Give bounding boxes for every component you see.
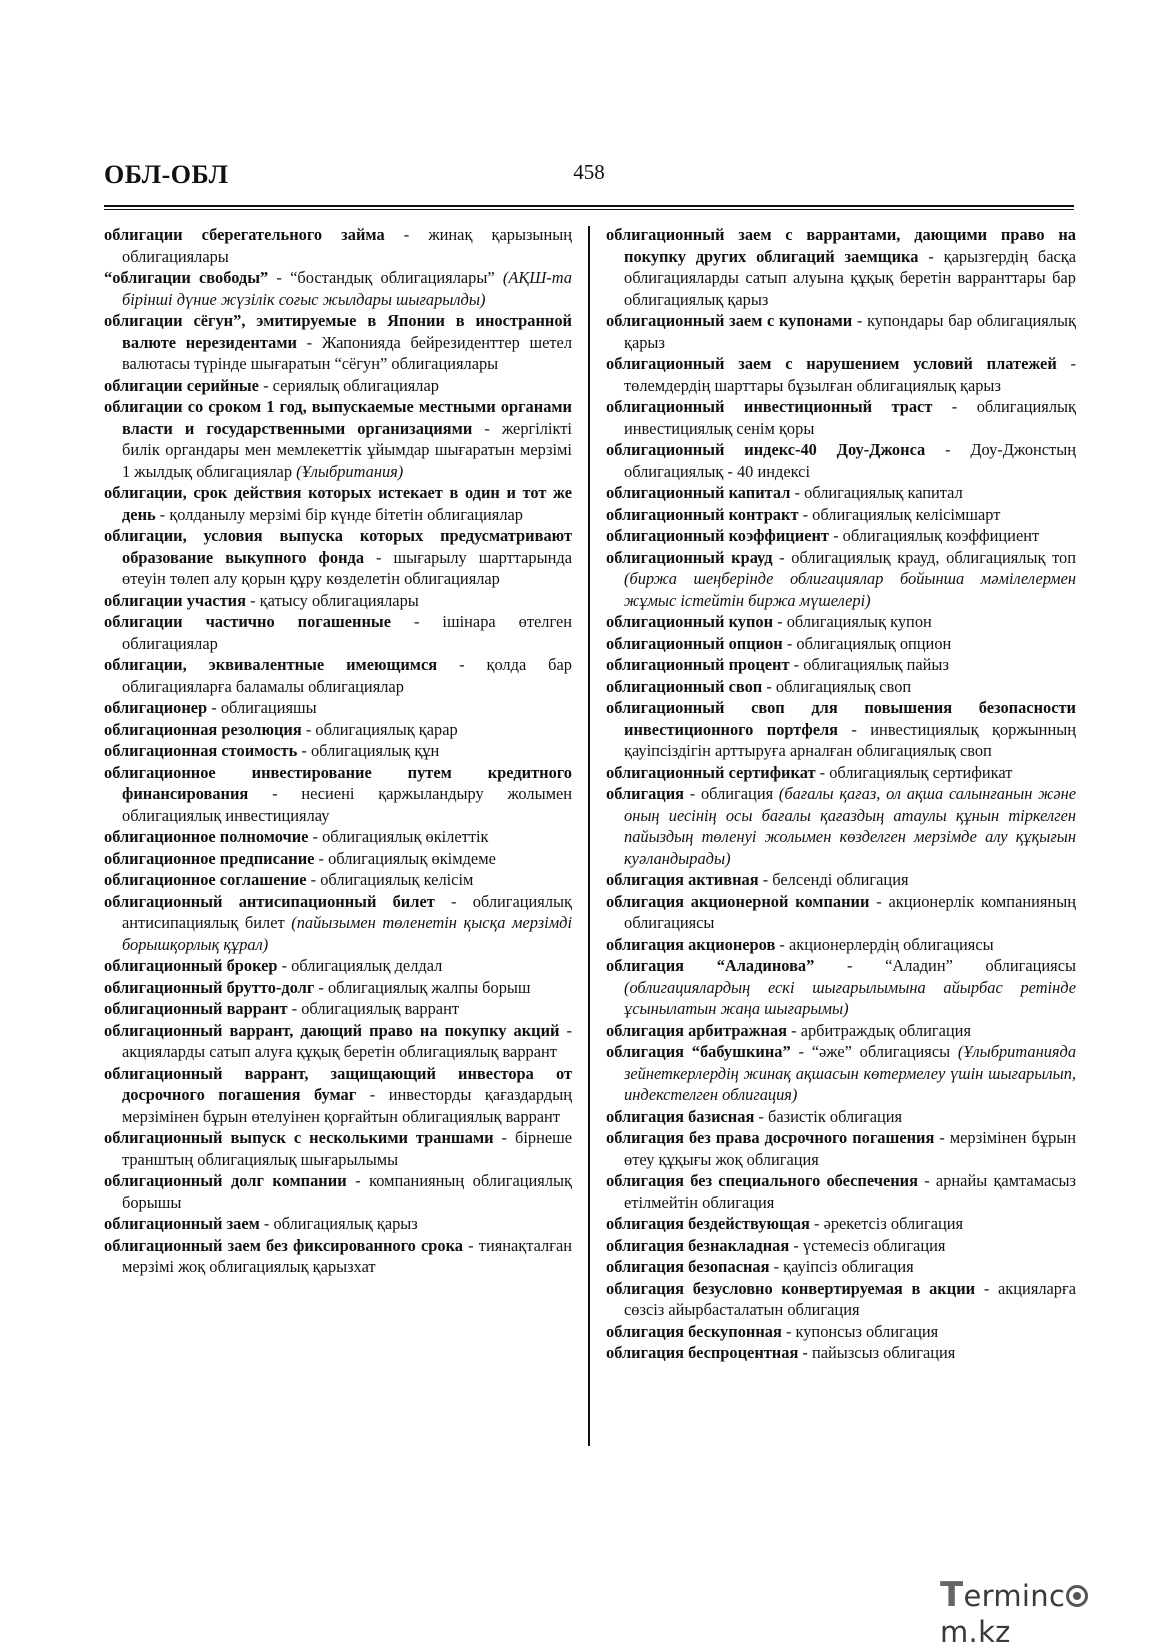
entry-separator: - (155, 504, 170, 524)
entry-term: облигационный брокер (104, 956, 278, 975)
entry-separator: - (754, 1106, 768, 1126)
entry-term: облигация беспроцентная (606, 1343, 799, 1362)
entry-separator: - (809, 1214, 824, 1233)
entry-definition: төлемдердің шарттары бұзылған облигациялық қарыз (624, 375, 1001, 395)
header-rule-thin (104, 209, 1074, 210)
dictionary-entry (606, 934, 1076, 956)
dictionary-entry (104, 1020, 572, 1063)
entry-term: облигационный купон (606, 612, 774, 631)
entry-definition: облигациялық пайыз (803, 655, 949, 674)
entry-term: облигационный варрант, защищающий инвестора от досрочного погашения бумаг (104, 1063, 572, 1104)
entry-separator: - (287, 999, 302, 1018)
entry-term: облигационный заем (104, 1214, 260, 1233)
entry-separator: - (918, 246, 944, 266)
entry-separator: - (559, 1020, 573, 1040)
entry-term: облигационное инвестирование путем кредитного финансирования (104, 762, 572, 803)
dictionary-entry (606, 654, 1076, 676)
entry-separator: - (384, 225, 429, 244)
dictionary-entry (606, 1235, 1076, 1257)
dictionary-entry (104, 762, 572, 827)
entry-separator: - (314, 977, 328, 997)
entry-definition: облигациялық өкілеттік (322, 827, 489, 846)
entry-term: “облигации свободы” (104, 268, 269, 287)
entry-separator: - (790, 1042, 812, 1061)
entry-term: облигационер (104, 698, 208, 717)
dictionary-entry (606, 1020, 1076, 1042)
dictionary-entry (104, 1170, 572, 1213)
entry-definition: облигациялық инвестициялық сенім қоры (624, 397, 1076, 438)
dictionary-entry (104, 611, 572, 654)
dictionary-entry (606, 504, 1076, 526)
entry-separator: - (769, 1257, 784, 1276)
logo-t-glyph: T (940, 1575, 964, 1615)
entry-definition: облигациялық коэффициент (842, 526, 1040, 545)
entry-separator: - (248, 784, 302, 803)
entry-separator: - (314, 848, 329, 868)
entry-definition: инвестициялық қоржынның қауіпсіздігін арттыруға арналған облигациялық своп (624, 719, 1077, 760)
entry-term: облигационный коэффициент (606, 526, 829, 545)
entry-separator: - (782, 633, 797, 653)
entry-term: облигационный варрант (104, 999, 288, 1018)
entry-separator: - (934, 1128, 950, 1147)
entry-definition: әрекетсіз облигация (823, 1214, 964, 1233)
entry-definition: облигациялық купон (786, 612, 932, 631)
entry-definition: инвесторды қағаздардың мерзімінен бұрын өтелуінен қорғайтын облигациялық варрант (122, 1085, 572, 1126)
entry-definition: облигациялық келісім (320, 870, 474, 889)
entry-term: облигационный процент (606, 655, 790, 674)
dictionary-entry (606, 955, 1076, 1020)
entry-separator: - (356, 1085, 389, 1104)
entry-definition: акционерлік компанияның облигациясы (624, 891, 1076, 932)
dictionary-entry (104, 869, 572, 891)
entry-definition: ішінара өтелген облигациялар (122, 612, 573, 653)
entry-definition: бірнеше транштың облигациялық шығарылымы (122, 1128, 573, 1169)
entry-definition: жинақ қарызының облигациялары (122, 225, 573, 266)
dictionary-entry (104, 1127, 572, 1170)
entry-definition: купондары бар облигациялық қарыз (624, 311, 1077, 352)
entry-separator: - (296, 332, 322, 352)
entry-term: облигационный своп (606, 676, 763, 696)
dictionary-entry (606, 482, 1076, 504)
dictionary-entry (606, 396, 1076, 439)
entry-definition: тиянақталған мерзімі жоқ облигациялық қарызхат (122, 1235, 572, 1276)
entry-definition: облигацияшы (220, 698, 317, 717)
entry-term: облигации серийные (104, 375, 259, 395)
entry-separator: - (932, 397, 977, 416)
dictionary-entry (104, 590, 572, 612)
entry-definition: облигациялық капитал (804, 483, 963, 502)
entry-separator: - (268, 268, 291, 287)
entry-separator: - (773, 612, 787, 631)
entry-definition: мерзімінен бұрын өтеу құқығы жоқ облигация (624, 1128, 1076, 1169)
logo-o-mark (1066, 1585, 1088, 1607)
entry-separator: - (437, 655, 487, 674)
entry-separator: - (301, 719, 316, 739)
entry-definition: облигациялық сертификат (829, 762, 1013, 782)
entry-term: облигационный крауд (606, 547, 773, 567)
dictionary-entry (606, 697, 1076, 762)
entry-term: облигационный сертификат (606, 762, 816, 782)
entry-separator: - (918, 1171, 936, 1190)
entry-definition: Жапонияда бейрезиденттер шетел валютасы түрінде шығаратын “сёгун” облигациялары (122, 332, 573, 373)
entry-separator: - (306, 870, 321, 889)
dictionary-entry (606, 353, 1076, 396)
dictionary-entry (104, 955, 572, 977)
dictionary-entry (606, 762, 1076, 784)
dictionary-entry (606, 676, 1076, 698)
dictionary-entry (104, 1235, 572, 1278)
entry-term: облигационный индекс-40 Доу-Джонса (606, 440, 926, 459)
entry-separator: - (852, 311, 868, 330)
entry-definition: үстемесіз облигация (802, 1235, 946, 1255)
entry-note: (Ұлыбританияда зейнеткерлердің жинақ ақшасын көтермелеу үшін шығарылып, индекстелген облигация) (624, 1042, 1077, 1104)
entry-term: облигации со сроком 1 год, выпускаемые местными органами власти и государственными организациями (104, 397, 572, 438)
entry-term: облигационный брутто-долг (104, 977, 315, 997)
entry-term: облигации сберегательного займа (104, 225, 385, 244)
entry-separator: - (772, 547, 792, 567)
header-rule (104, 205, 1074, 207)
dictionary-entry (104, 310, 572, 375)
entry-term: облигационный своп для повышения безопасности инвестиционного портфеля (606, 698, 1076, 739)
entry-separator: - (781, 1321, 796, 1341)
entry-separator: - (828, 526, 843, 545)
entry-separator: - (391, 612, 443, 631)
entry-definition: қолданылу мерзімі бір күнде бітетін облигациялар (169, 504, 523, 524)
dictionary-entry (104, 525, 572, 590)
entry-term: облигация акционерной компании (606, 891, 870, 911)
entry-term: облигация безопасная (606, 1257, 770, 1276)
entry-definition: арбитраждық облигация (800, 1020, 971, 1040)
entry-separator: - (758, 870, 773, 889)
entry-definition: облигациялық своп (775, 676, 912, 696)
dictionary-entry (606, 1278, 1076, 1321)
dictionary-entry (104, 654, 572, 697)
entry-definition: “Аладин” облигациясы (885, 956, 1077, 975)
entry-definition: облигациялық крауд, облигациялық топ (791, 547, 1077, 567)
entry-term: облигационная стоимость (104, 741, 298, 760)
entry-separator: - (775, 934, 789, 954)
entry-note: (АҚШ-та бірінші дүние жүзілік соғыс жылдары шығарылды) (122, 268, 572, 309)
page-header (104, 160, 1074, 200)
entry-term: облигации участия (104, 590, 246, 610)
entry-note: (пайызымен төленетін қысқа мерзімді борышқорлық құрал) (122, 913, 572, 954)
entry-separator: - (472, 418, 502, 438)
entry-separator: - (838, 719, 871, 739)
entry-definition: облигациялық опцион (796, 633, 952, 653)
entry-term: облигация “Аладинова” (606, 956, 815, 975)
dictionary-entry (104, 977, 572, 999)
entry-definition: сериялық облигациялар (272, 375, 439, 395)
entry-note: (бағалы қағаз, ол ақша салынғанын және оның иесінің осы бағалы қағаздың атаулы құнын тіркелген пайыздың төленуі жолымен көзделген мерзімде алу құқығын куәландырады) (624, 784, 1077, 868)
entry-separator: - (815, 762, 830, 782)
entry-definition: несиені қаржыландыру жолымен облигациялық инвестициялау (122, 784, 572, 825)
dictionary-entry (606, 1256, 1076, 1278)
entry-separator: - (925, 440, 971, 459)
entry-separator: - (207, 698, 221, 717)
entry-term: облигационный заем без фиксированного срока (104, 1235, 463, 1255)
entry-note: (облигациялардың ескі шығарылымына айырбас ретінде ұсынылатын жаңа шығарымы) (624, 977, 1076, 1018)
entry-definition: белсенді облигация (772, 870, 909, 889)
entry-separator: - (975, 1278, 999, 1298)
entry-definition: арнайы қамтамасыз етілмейтін облигация (624, 1171, 1076, 1212)
entry-definition: акцияларға сөзсіз айырбасталатын облигация (624, 1278, 1076, 1319)
entry-term: облигация акционеров (606, 934, 776, 954)
entry-definition: облигациялық қарар (315, 719, 458, 739)
right-column (606, 224, 1076, 1364)
dictionary-entry (104, 740, 572, 762)
dictionary-entry (606, 525, 1076, 547)
dictionary-entry (104, 396, 572, 482)
entry-definition: қолда бар облигацияларға баламалы облигациялар (122, 655, 572, 696)
entry-definition: облигациялық келісімшарт (812, 504, 1001, 524)
entry-definition: “әже” облигациясы (811, 1042, 958, 1061)
dictionary-entry (104, 848, 572, 870)
entry-definition: облигациялық варрант (301, 999, 460, 1018)
entry-term: облигационное предписание (104, 848, 315, 868)
dictionary-entry (606, 1127, 1076, 1170)
dictionary-entry (104, 826, 572, 848)
dictionary-entry (104, 1063, 572, 1128)
entry-term: облигация бескупонная (606, 1321, 782, 1341)
dictionary-entry (606, 439, 1076, 482)
entry-separator: - (259, 1214, 274, 1233)
entry-separator: - (258, 375, 273, 395)
entry-separator: - (787, 1020, 801, 1040)
entry-term: облигационный заем с купонами (606, 311, 853, 330)
dictionary-entry (606, 547, 1076, 612)
entry-separator: - (462, 1235, 479, 1255)
dictionary-entry (606, 1041, 1076, 1106)
entry-note: (биржа шеңберінде облигациялар бойынша мәмілелермен жұмыс істейтін биржа мүшелері) (624, 569, 1076, 610)
dictionary-entry (606, 633, 1076, 655)
entry-term: облигации, эквивалентные имеющимся (104, 655, 438, 674)
entry-term: облигационный капитал (606, 483, 791, 502)
entry-definition: купонсыз облигация (795, 1321, 939, 1341)
entry-separator: - (434, 891, 473, 911)
dictionary-entry (606, 1170, 1076, 1213)
entry-note: (Ұлыбритания) (296, 461, 404, 481)
dictionary-entry (104, 375, 572, 397)
entry-definition: облигациялық құн (310, 741, 440, 760)
dictionary-entry (606, 891, 1076, 934)
entry-definition: шығарылу шарттарында өтеуін төлеп алу қорын құру көзделетін облигациялар (122, 547, 572, 588)
entry-separator: - (789, 1235, 803, 1255)
entry-term: облигация “бабушкина” (606, 1042, 791, 1061)
dictionary-entry (606, 783, 1076, 869)
dictionary-entry (606, 1342, 1076, 1364)
entry-definition: облигация (700, 784, 779, 803)
entry-definition: Доу-Джонстың облигациялық - 40 индексі (624, 440, 1077, 481)
entry-term: облигационный заем с нарушением условий платежей (606, 354, 1057, 373)
dictionary-entry (606, 1321, 1076, 1343)
entry-term: облигации, срок действия которых истекает в один и тот же день (104, 483, 572, 524)
entry-definition: облигациялық қарыз (273, 1214, 418, 1233)
dictionary-entry (606, 1213, 1076, 1235)
dictionary-entry (104, 719, 572, 741)
entry-term: облигация без специального обеспечения (606, 1171, 918, 1190)
entry-separator: - (346, 1171, 370, 1190)
entry-definition: акционерлердің облигациясы (788, 934, 994, 954)
entry-separator: - (364, 547, 394, 567)
entry-definition: облигациялық делдал (291, 956, 443, 975)
dictionary-entry (606, 869, 1076, 891)
entry-separator: - (789, 655, 804, 674)
entry-separator: - (798, 1343, 812, 1362)
entry-term: облигация безнакладная (606, 1235, 790, 1255)
entry-term: облигационная резолюция (104, 719, 302, 739)
site-logo: Termincm.kz (940, 1575, 1140, 1619)
entry-separator: - (814, 956, 886, 975)
entry-term: облигационный антисипационный билет (104, 891, 435, 911)
entry-definition: қауіпсіз облигация (783, 1257, 914, 1276)
entry-definition: базистік облигация (767, 1106, 903, 1126)
entry-separator: - (245, 590, 260, 610)
entry-term: облигация (606, 784, 685, 803)
entry-separator: - (798, 504, 813, 524)
entry-term: облигация арбитражная (606, 1020, 788, 1040)
entry-term: облигационный инвестиционный траст (606, 397, 933, 416)
entry-term: облигации частично погашенные (104, 612, 391, 631)
running-head: ОБЛ-ОБЛ (104, 160, 229, 189)
entry-separator: - (493, 1128, 515, 1147)
dictionary-entry (104, 1213, 572, 1235)
entry-term: облигация бездействующая (606, 1214, 810, 1233)
entry-term: облигационный контракт (606, 504, 799, 524)
entry-separator: - (308, 827, 323, 846)
entry-separator: - (297, 741, 311, 760)
entry-separator: - (277, 956, 292, 975)
dictionary-entry (104, 224, 572, 267)
entry-term: облигация безусловно конвертируемая в акции (606, 1278, 976, 1298)
entry-definition: компанияның облигациялық борышы (122, 1171, 572, 1212)
entry-definition: облигациялық жалпы борыш (327, 977, 531, 997)
entry-definition: “бостандық облигациялары” (290, 268, 503, 287)
entry-term: облигационный опцион (606, 633, 783, 653)
dictionary-entry (104, 482, 572, 525)
entry-definition: қатысу облигациялары (259, 590, 419, 610)
entry-separator: - (684, 784, 701, 803)
entry-term: облигация активная (606, 870, 759, 889)
entry-definition: акцияларды сатып алуға құқық беретін облигациялық варрант (122, 1042, 557, 1061)
dictionary-entry (606, 611, 1076, 633)
dictionary-entry (606, 1106, 1076, 1128)
entry-definition: пайызсыз облигация (811, 1343, 956, 1362)
dictionary-entry (104, 697, 572, 719)
entry-term: облигация без права досрочного погашения (606, 1128, 935, 1147)
entry-separator: - (762, 676, 776, 696)
column-divider (588, 226, 590, 1446)
entry-term: облигационное соглашение (104, 870, 307, 889)
dictionary-entry (104, 998, 572, 1020)
entry-term: облигационное полномочие (104, 827, 309, 846)
entry-definition: жергілікті билік органдары мен мемлекеттік ұйымдар шығаратын мерзімі 1 жылдық облигациялар (122, 418, 572, 481)
dictionary-entry (606, 310, 1076, 353)
entry-term: облигации, условия выпуска которых предусматривают образование выкупного фонда (104, 526, 572, 567)
entry-separator: - (790, 483, 805, 502)
entry-term: облигационный варрант, дающий право на покупку акций (104, 1020, 560, 1040)
entry-term: облигации сёгун”, эмитируемые в Японии в иностранной валюте нерезидентами (104, 311, 572, 352)
entry-definition: облигациялық өкімдеме (328, 848, 496, 868)
entry-separator: - (869, 891, 889, 911)
entry-definition: қарызгердің басқа облигацияларды сатып алуына құқық беретін варранттары бар облигациялық қарыз (624, 246, 1076, 309)
dictionary-entry (104, 891, 572, 956)
dictionary-entry (606, 224, 1076, 310)
entry-term: облигационный выпуск с несколькими траншами (104, 1128, 494, 1147)
page-number: 458 (573, 160, 605, 184)
entry-term: облигационный заем с варрантами, дающими право на покупку других облигаций заемщика (606, 225, 1076, 266)
entry-term: облигационный долг компании (104, 1171, 347, 1190)
entry-term: облигация базисная (606, 1106, 755, 1126)
entry-definition: облигациялық антисипациялық билет (122, 891, 572, 932)
dictionary-entry (104, 267, 572, 310)
entry-separator: - (1056, 354, 1076, 373)
left-column (104, 224, 572, 1278)
